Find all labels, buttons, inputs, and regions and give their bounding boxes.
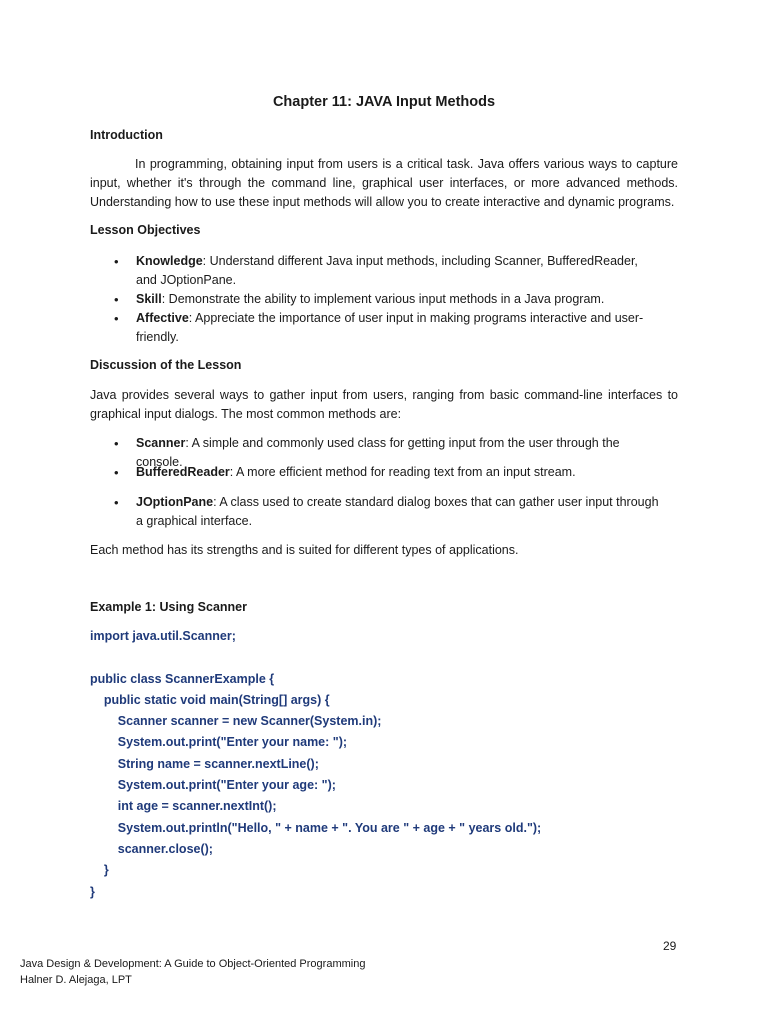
- introduction-paragraph: In programming, obtaining input from users is a critical task. Java offers various ways to capture input, whether it's through the command line, graphical user interfaces, or more advanced methods. Understanding how to use these input methods will allow you to create interactive and dynamic programs.: [90, 157, 678, 209]
- footer: [20, 956, 365, 988]
- page-number: 29: [663, 939, 677, 953]
- discussion-heading: Discussion of the Lesson: [90, 358, 242, 372]
- objective-term: Knowledge: [136, 254, 203, 268]
- footer-book-title: Java Design & Development: A Guide to Object-Oriented Programming: [20, 958, 366, 970]
- method-text: : A simple and commonly used class for getting input from the user through the console.: [136, 436, 620, 469]
- method-term: JOptionPane: [136, 495, 214, 509]
- objectives-heading: Lesson Objectives: [90, 223, 201, 237]
- chapter-title: Chapter 11: JAVA Input Methods: [272, 94, 496, 110]
- list-item: [90, 309, 660, 347]
- objective-text: : Understand different Java input methods, including Scanner, BufferedReader, and JOptionPane.: [136, 254, 638, 287]
- method-text: : A more efficient method for reading text from an input stream.: [229, 465, 576, 479]
- list-item: [90, 252, 660, 290]
- objectives-list: [90, 252, 660, 347]
- methods-list: [90, 463, 660, 482]
- objective-term: Skill: [136, 292, 162, 306]
- introduction-heading: Introduction: [90, 128, 163, 142]
- method-term: Scanner: [136, 436, 186, 450]
- footer-author: Halner D. Alejaga, LPT: [20, 974, 132, 986]
- list-item: [90, 290, 660, 309]
- example-heading: Example 1: Using Scanner: [90, 600, 248, 614]
- discussion-closing: Each method has its strengths and is suited for different types of applications.: [90, 543, 519, 557]
- method-text: : A class used to create standard dialog boxes that can gather user input through a graphical interface.: [136, 495, 659, 528]
- objective-term: Affective: [136, 311, 189, 325]
- discussion-paragraph: Java provides several ways to gather input from users, ranging from basic command-line interfaces to graphical input dialogs. The most common methods are:: [90, 388, 678, 421]
- methods-list: [90, 493, 660, 531]
- list-item: [90, 463, 660, 482]
- method-term: BufferedReader: [136, 465, 230, 479]
- code-block: import java.util.Scanner; public class ScannerExample { public static void main(String[] args) { Scanner scanner = new Scanner(System.in); System.out.print("Enter your name: "); String name = scanner.nextLine(); System.out.print("Enter your age: "); int age = scanner.nextInt(); System.out.println("Hello, " + name + ". You are " + age + " years old."); scanner.close(); } }: [90, 629, 542, 899]
- list-item: [90, 493, 660, 531]
- objective-text: : Appreciate the importance of user input in making programs interactive and user-friendly.: [136, 311, 644, 344]
- objective-text: : Demonstrate the ability to implement various input methods in a Java program.: [161, 292, 605, 306]
